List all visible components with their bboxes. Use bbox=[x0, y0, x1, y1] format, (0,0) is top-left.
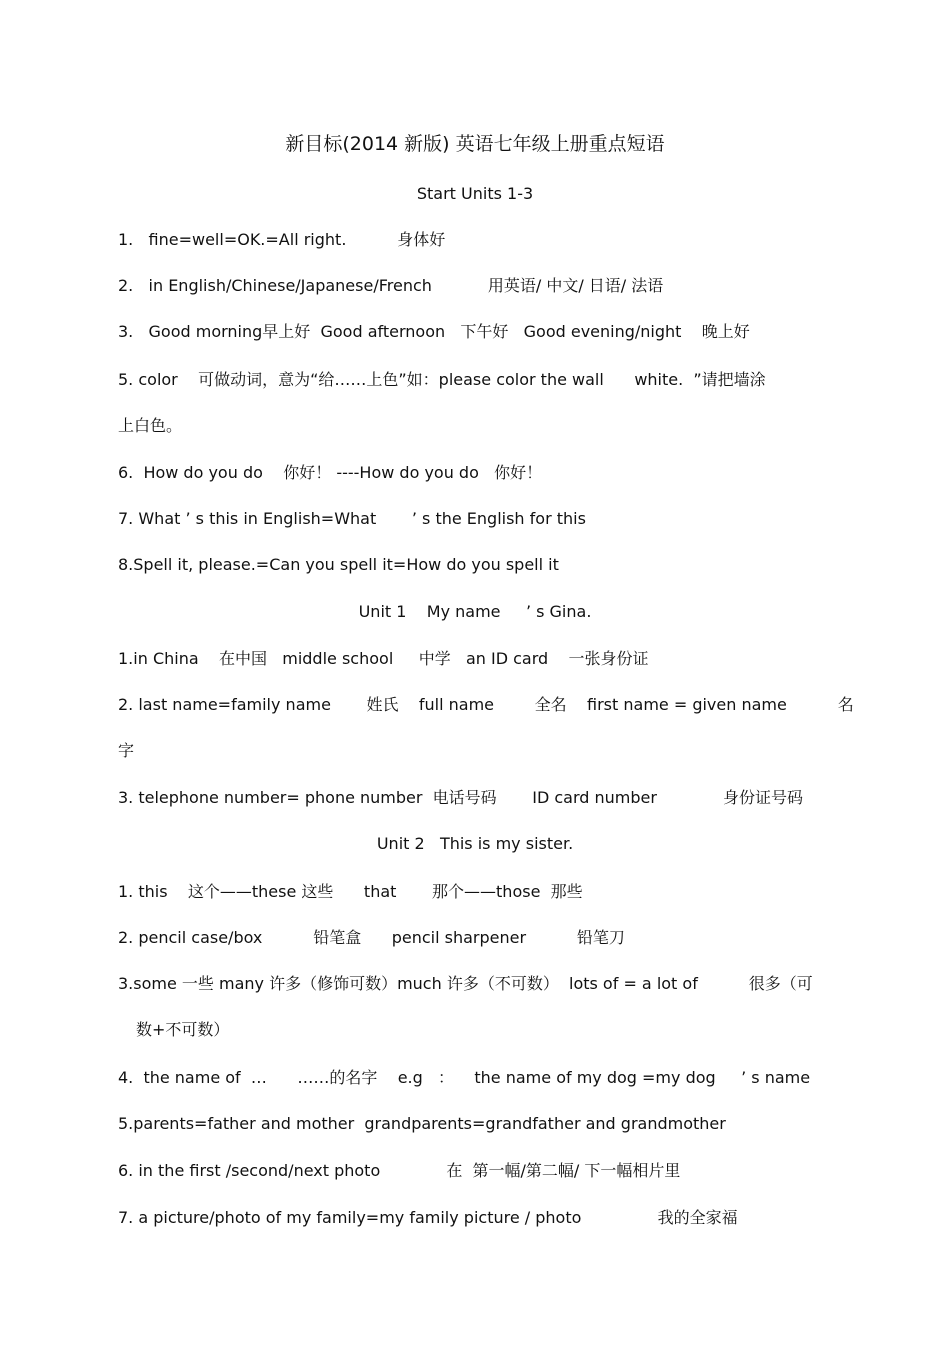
start-line-5-continued: 上白色。 bbox=[118, 416, 183, 435]
unit1-line-2: 2. last name=family name 姓氏 full name 全名 first name = given name 名 bbox=[118, 695, 854, 714]
section-heading-unit-1: Unit 1 My name ’ s Gina. bbox=[358, 602, 592, 621]
start-line-7: 7. What ’ s this in English=What ’ s the English for this bbox=[118, 509, 586, 528]
section-heading-unit-2: Unit 2 This is my sister. bbox=[376, 834, 574, 853]
unit2-line-2: 2. pencil case/box 铅笔盒 pencil sharpener 铅笔刀 bbox=[118, 928, 625, 947]
unit2-line-7: 7. a picture/photo of my family=my family picture / photo 我的全家福 bbox=[118, 1208, 738, 1227]
unit2-line-1: 1. this 这个——these 这些 that 那个——those 那些 bbox=[118, 882, 583, 901]
unit2-line-6: 6. in the first /second/next photo 在 第一幅/第二幅/ 下一幅相片里 bbox=[118, 1161, 681, 1180]
unit1-line-1: 1.in China 在中国 middle school 中学 an ID card 一张身份证 bbox=[118, 649, 649, 668]
start-line-6: 6. How do you do 你好！ ----How do you do 你好！ bbox=[118, 463, 543, 482]
document-title: 新目标(2014 新版) 英语七年级上册重点短语 bbox=[285, 133, 665, 155]
start-line-1: 1. fine=well=OK.=All right. 身体好 bbox=[118, 230, 446, 249]
start-line-3: 3. Good morning早上好 Good afternoon 下午好 Good evening/night 晚上好 bbox=[118, 322, 750, 341]
unit2-line-3-continued: 数+不可数） bbox=[136, 1020, 230, 1039]
unit2-line-3: 3.some 一些 many 许多（修饰可数）much 许多（不可数） lots of = a lot of 很多（可 bbox=[118, 974, 813, 993]
unit1-line-2-continued: 字 bbox=[118, 741, 135, 760]
start-line-8: 8.Spell it, please.=Can you spell it=How do you spell it bbox=[118, 555, 559, 574]
unit2-line-5: 5.parents=father and mother grandparents=grandfather and grandmother bbox=[118, 1114, 726, 1133]
unit1-line-3: 3. telephone number= phone number 电话号码 ID card number 身份证号码 bbox=[118, 788, 804, 807]
start-line-2: 2. in English/Chinese/Japanese/French 用英语/ 中文/ 日语/ 法语 bbox=[118, 276, 664, 295]
section-heading-start-units: Start Units 1-3 bbox=[416, 184, 534, 203]
unit2-line-4: 4. the name of … ……的名字 e.g ： the name of my dog =my dog ’ s name bbox=[118, 1068, 811, 1087]
start-line-5: 5. color 可做动词，意为“给……上色”如：please color the wall white. ”请把墙涂 bbox=[118, 370, 766, 389]
